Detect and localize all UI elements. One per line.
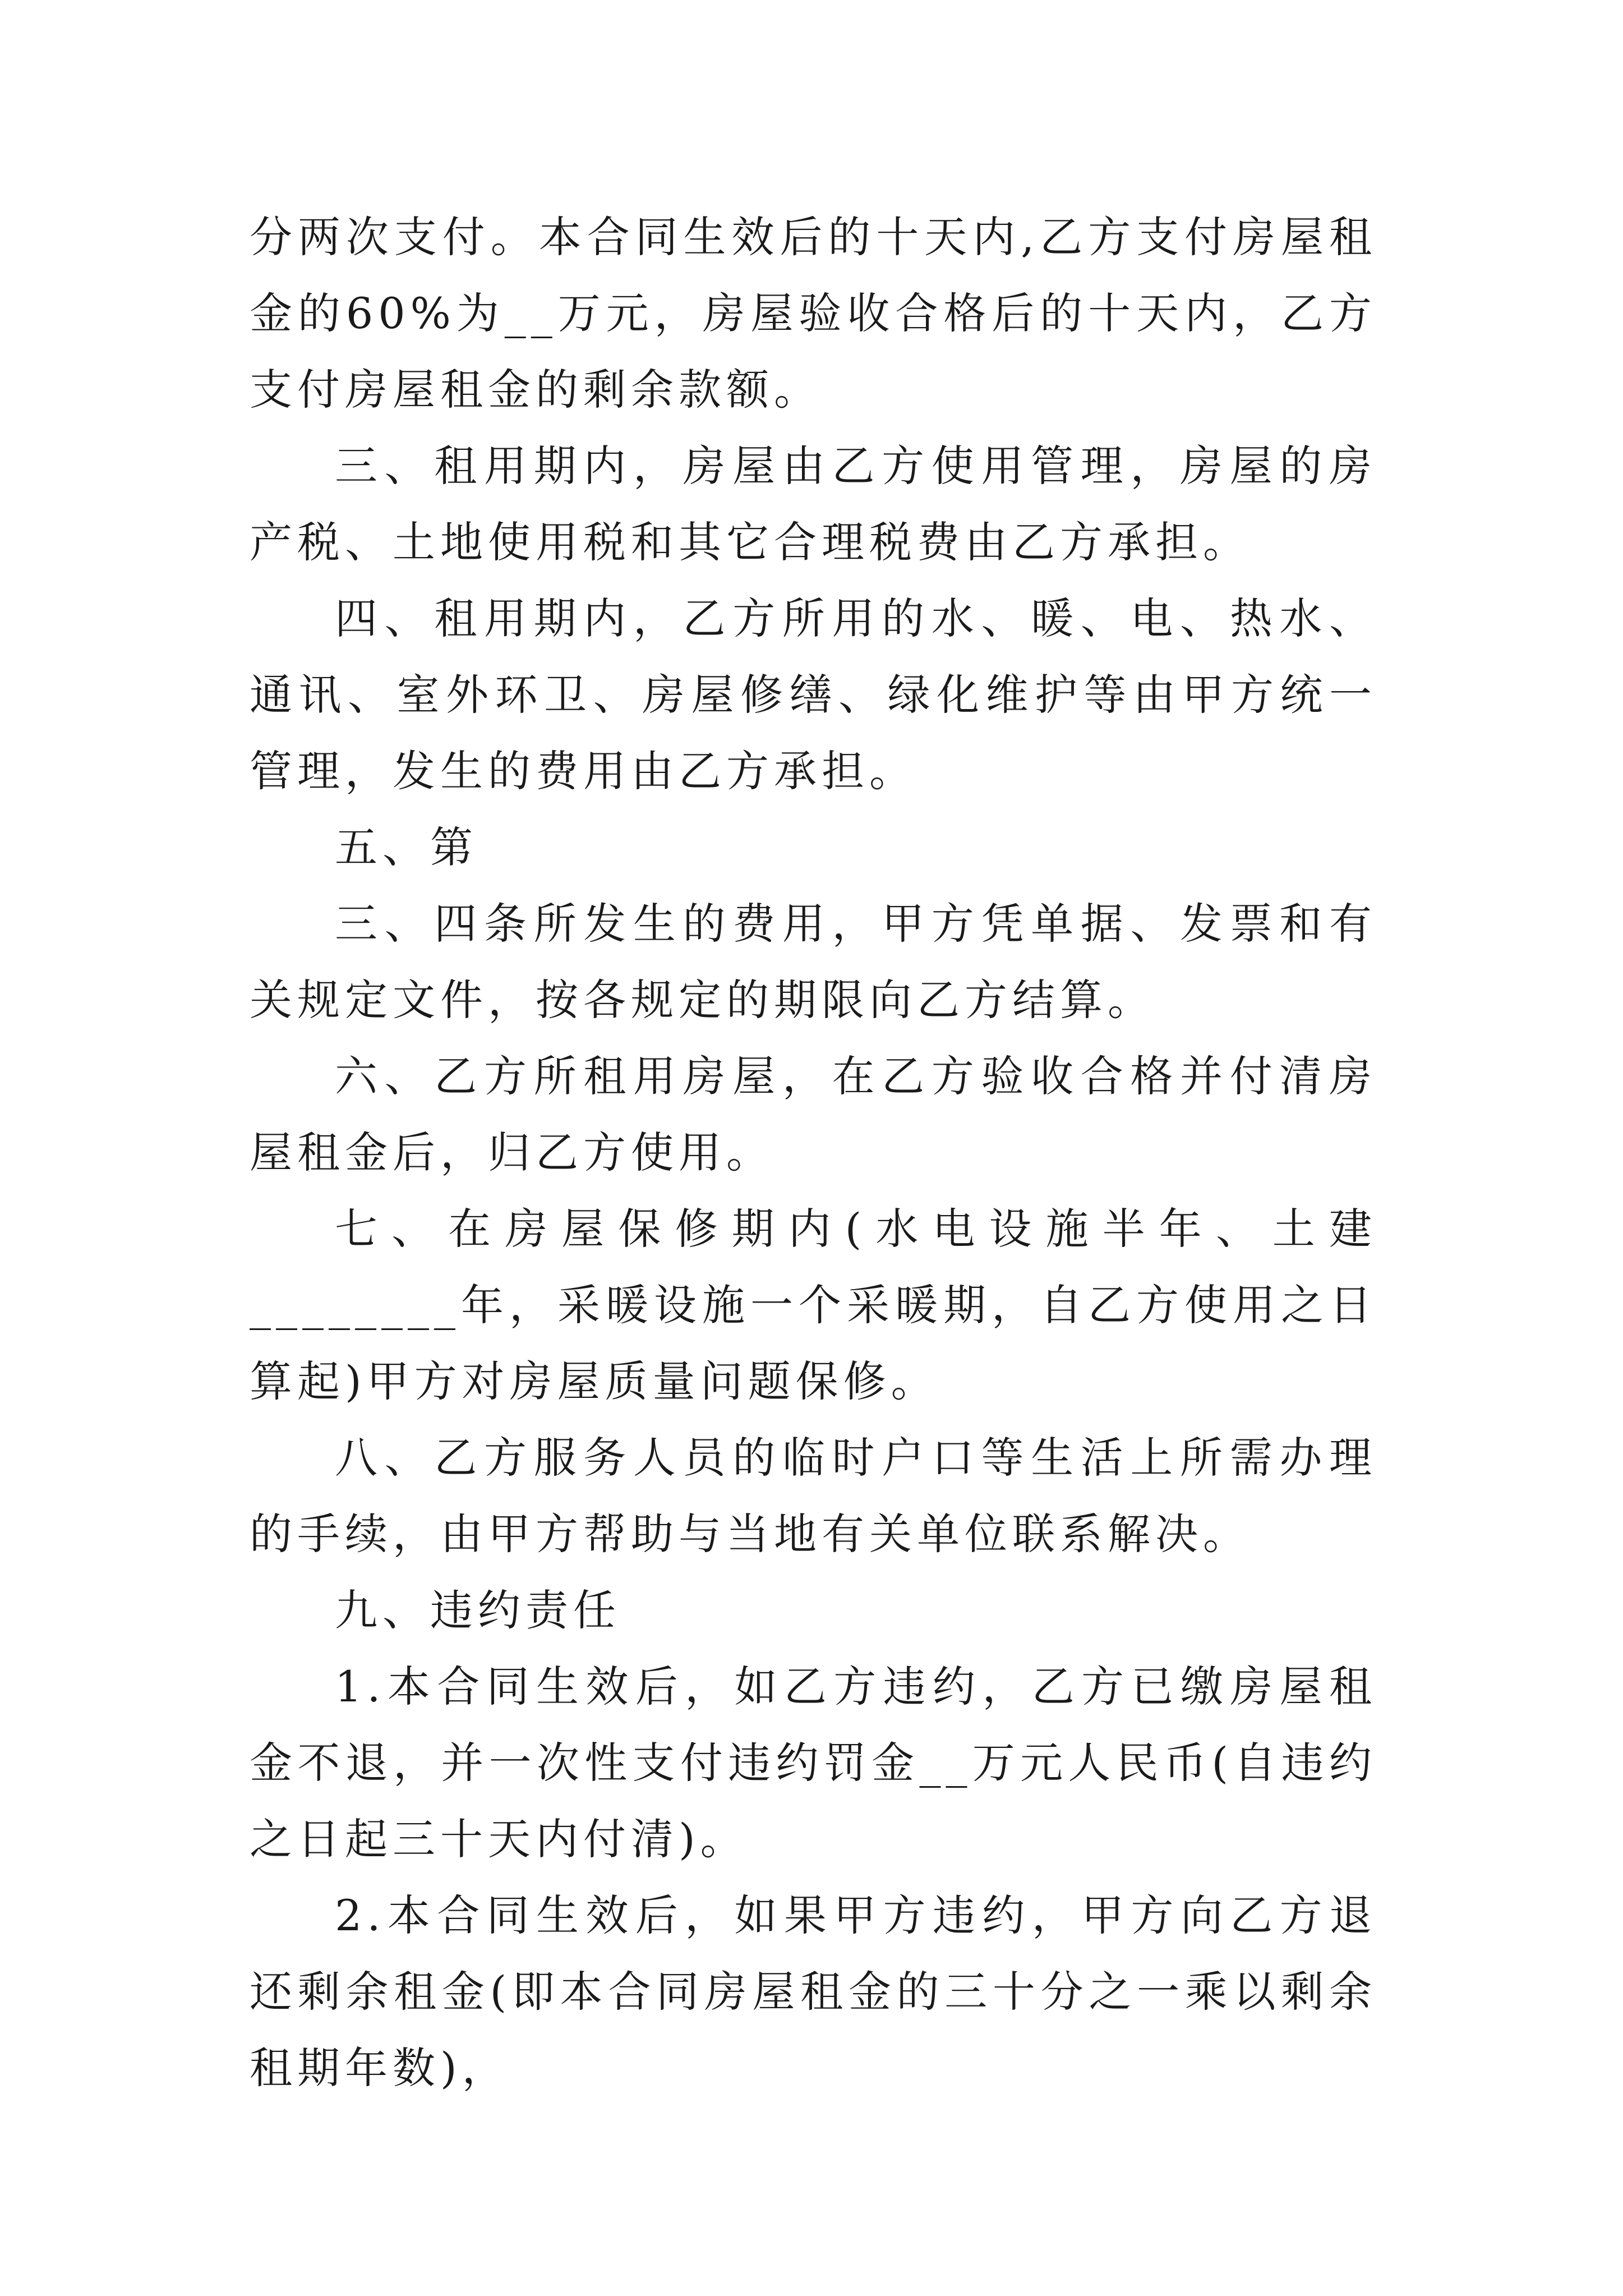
paragraph-clause-9-item-1: 1.本合同生效后，如乙方违约，乙方已缴房屋租金不退，并一次性支付违约罚金__万元人民币(自违约之日起三十天内付清)。 — [250, 1662, 1377, 1864]
paragraph-clause-5-body: 三、四条所发生的费用，甲方凭单据、发票和有关规定文件，按各规定的期限向乙方结算。 — [250, 899, 1377, 1025]
paragraph-clause-9-heading: 九、违约责任 — [335, 1585, 621, 1635]
paragraph-clause-7: 七、在房屋保修期内(水电设施半年、土建________年，采暖设施一个采暖期，自乙方使用之日算起)甲方对房屋质量问题保修。 — [250, 1204, 1377, 1406]
paragraph-clause-4: 四、租用期内，乙方所用的水、暖、电、热水、通讯、室外环卫、房屋修缮、绿化维护等由甲方统一管理，发生的费用由乙方承担。 — [250, 593, 1377, 796]
paragraph-payment-terms: 分两次支付。本合同生效后的十天内,乙方支付房屋租金的60%为__万元，房屋验收合格后的十天内，乙方支付房屋租金的剩余款额。 — [250, 212, 1377, 415]
paragraph-clause-5-heading: 五、第 — [335, 822, 478, 872]
paragraph-clause-6: 六、乙方所租用房屋，在乙方验收合格并付清房屋租金后，归乙方使用。 — [250, 1051, 1377, 1177]
paragraph-clause-8: 八、乙方服务人员的临时户口等生活上所需办理的手续，由甲方帮助与当地有关单位联系解决。 — [250, 1433, 1377, 1559]
document-body — [250, 199, 1377, 2106]
paragraph-clause-3: 三、租用期内，房屋由乙方使用管理，房屋的房产税、土地使用税和其它合理税费由乙方承担。 — [250, 441, 1377, 567]
paragraph-clause-9-item-2: 2.本合同生效后，如果甲方违约，甲方向乙方退还剩余租金(即本合同房屋租金的三十分之一乘以剩余租期年数)， — [250, 1890, 1377, 2093]
